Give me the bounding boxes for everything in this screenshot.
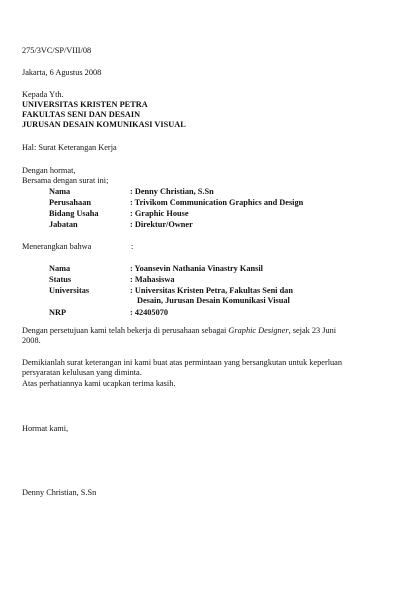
body-paragraph-3: Atas perhatiannya kami ucapkan terima kasih. xyxy=(22,379,176,388)
recipient-salutation: Kepada Yth. xyxy=(22,90,64,99)
body-paragraph-1-line-2: 2008. xyxy=(22,336,41,345)
place-date: Jakarta, 6 Agustus 2008 xyxy=(22,68,102,77)
signer-field-label: Bidang Usaha xyxy=(49,209,99,218)
student-nrp-label: NRP xyxy=(49,308,67,317)
student-name-value: : Yoansevin Nathania Vinastry Kansil xyxy=(130,264,263,273)
body-1-part-2: , sejak 23 Juni xyxy=(288,326,337,335)
signer-company-value: : Trivikom Communication Graphics and Design xyxy=(130,198,304,207)
student-university-value: : Universitas Kristen Petra, Fakultas Seni dan xyxy=(130,286,293,295)
signer-position-label: Jabatan xyxy=(49,220,78,229)
declares-text: Menerangkan bahwa xyxy=(22,242,92,251)
body-paragraph-2-line-1: Demikianlah surat keterangan ini kami buat atas permintaan yang bersangkutan untuk keperluan xyxy=(22,358,343,367)
student-university-value-cont: Desain, Jurusan Desain Komunikasi Visual xyxy=(137,296,290,305)
recipient-line-1: UNIVERSITAS KRISTEN PETRA xyxy=(22,100,148,109)
declares-colon: : xyxy=(131,242,134,251)
signer-position-value: : Direktur/Owner xyxy=(130,220,193,229)
body-paragraph-1 xyxy=(22,326,336,336)
closing: Hormat kami, xyxy=(22,424,69,433)
body-1-role: Graphic Designer xyxy=(228,326,289,335)
recipient-line-3: JURUSAN DESAIN KOMUNIKASI VISUAL xyxy=(22,120,186,129)
intro-text: Bersama dengan surat ini; xyxy=(22,176,109,185)
student-university-label: Universitas xyxy=(49,286,90,295)
signer-name-value: : Denny Christian, S.Sn xyxy=(130,187,214,196)
student-name-label: Nama xyxy=(49,264,71,273)
reference-number: 275/3VC/SP/VIII/08 xyxy=(22,46,92,55)
signer-field-value: : Graphic House xyxy=(130,209,189,218)
signer-company-label: Perusahaan xyxy=(49,198,91,207)
student-status-label: Status xyxy=(49,275,72,284)
greeting: Dengan hormat, xyxy=(22,166,76,175)
subject-line: Hal: Surat Keterangan Kerja xyxy=(22,143,117,152)
body-paragraph-2-line-2: persyaratan kelulusan yang diminta. xyxy=(22,368,142,377)
signature-name: Denny Christian, S.Sn xyxy=(22,488,97,497)
student-nrp-value: : 42405070 xyxy=(130,308,169,317)
recipient-line-2: FAKULTAS SENI DAN DESAIN xyxy=(22,110,141,119)
student-status-value: : Mahasiswa xyxy=(130,275,175,284)
body-1-part-1: Dengan persetujuan kami telah bekerja di perusahaan sebagai xyxy=(22,326,229,335)
signer-name-label: Nama xyxy=(49,187,71,196)
